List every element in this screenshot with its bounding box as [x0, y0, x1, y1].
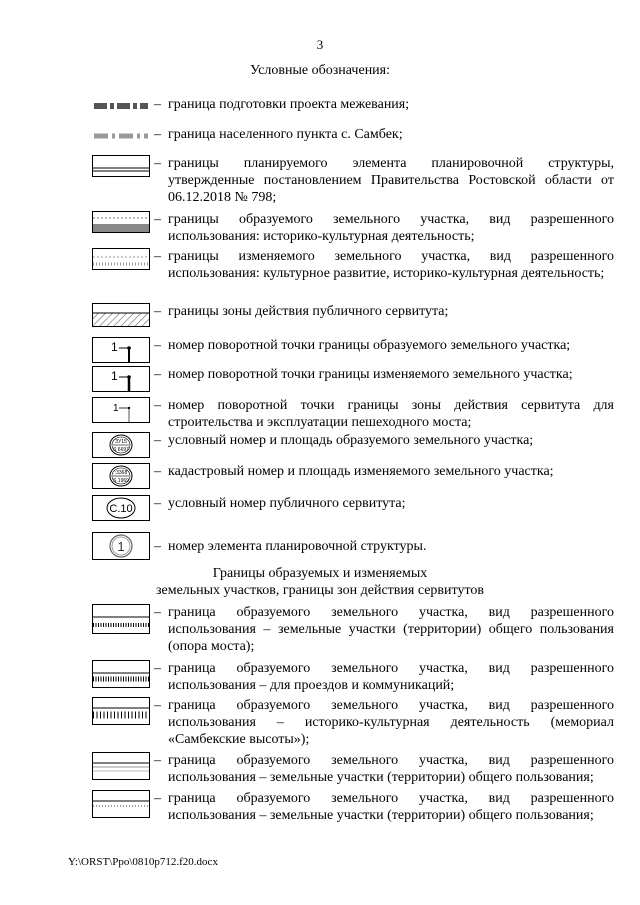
legend-text: номер поворотной точки границы образуемого земельного участка;	[168, 338, 571, 353]
dash: –	[154, 212, 161, 227]
point-number-symbol	[92, 366, 150, 392]
legend-text: граница населенного пункта с. Самбек;	[168, 127, 403, 142]
dash: –	[154, 338, 161, 353]
dash: –	[154, 661, 161, 676]
dash: –	[154, 496, 161, 511]
memorial-symbol	[92, 697, 150, 725]
point-number-label: 1	[111, 369, 118, 383]
settlement-border-symbol	[92, 126, 150, 148]
legend-text: границы образуемого земельного участка, вид разрешенного использования: историко-культурная деятельность;	[168, 212, 614, 244]
dash: –	[154, 367, 161, 382]
servitude-number-symbol	[92, 495, 150, 521]
bridge-support-symbol	[92, 604, 150, 634]
planning-number-label: 1	[117, 539, 125, 554]
legend-text: условный номер и площадь образуемого земельного участка;	[168, 433, 534, 448]
point-number-symbol	[92, 337, 150, 363]
point-number-label: 1	[113, 403, 119, 414]
legend-text: номер поворотной точки границы изменяемого земельного участка;	[168, 367, 573, 382]
planning-element-symbol	[92, 155, 150, 177]
gray-fill-symbol	[92, 211, 150, 233]
dash: –	[154, 464, 161, 479]
dash: –	[154, 605, 161, 620]
parcel-number-symbol	[92, 432, 150, 458]
boundary-text: граница образуемого земельного участка, вид разрешенного использования – земельные участки (территории) общего пользования;	[168, 791, 614, 823]
legend-text: номер поворотной точки границы зоны действия сервитута для строительства и эксплуатации пешеходного моста;	[168, 398, 614, 430]
dash: –	[154, 398, 161, 413]
dash: –	[154, 753, 161, 768]
dash: –	[154, 539, 161, 554]
point-number-label: 1	[111, 340, 118, 354]
dash: –	[154, 698, 161, 713]
planning-number-symbol	[92, 532, 150, 560]
dash: –	[154, 97, 161, 112]
legend-text: номер элемента планировочной структуры.	[168, 539, 427, 554]
boundary-text: граница образуемого земельного участка, вид разрешенного использования – земельные участки (территории) общего пользования (опора моста);	[168, 605, 614, 654]
legend-text: граница подготовки проекта межевания;	[168, 97, 410, 112]
cadastral-number-label: :3368	[114, 470, 128, 476]
legend-text: границы планируемого элемента планировочной структуры, утвержденные постановлением Правительства Ростовской области от 06.12.2018 № 798;	[168, 156, 614, 205]
file-path-footer: Y:\ORST\Ppo\0810p712.f20.docx	[68, 856, 218, 868]
servitude-point-symbol	[92, 397, 150, 423]
cadastral-number-symbol	[92, 463, 150, 489]
section-title-line2: земельных участков, границы зон действия сервитутов	[155, 583, 485, 598]
boundary-text: граница образуемого земельного участка, вид разрешенного использования – историко-культурная деятельность (мемориал «Самбекские высоты»);	[168, 698, 614, 747]
legend-text: условный номер публичного сервитута;	[168, 496, 406, 511]
boundary-text: граница образуемого земельного участка, вид разрешенного использования – земельные участки (территории) общего пользования;	[168, 753, 614, 785]
dash: –	[154, 433, 161, 448]
hatched-symbol	[92, 303, 150, 327]
passages-symbol	[92, 660, 150, 688]
page-number: 3	[316, 37, 324, 52]
parcel-number-label: ЗУ15	[115, 439, 127, 445]
dotted-fill-symbol	[92, 248, 150, 270]
public-use-dotted-symbol	[92, 790, 150, 818]
dash: –	[154, 127, 161, 142]
cadastral-area-label: S 1969	[113, 478, 129, 484]
servitude-number-label: С.10	[109, 503, 133, 515]
dash: –	[154, 791, 161, 806]
dashed-border-symbol	[92, 96, 150, 118]
section-title-line1: Границы образуемых и изменяемых	[212, 566, 428, 581]
dash: –	[154, 156, 161, 171]
parcel-area-label: S 6697	[113, 447, 129, 453]
public-use-symbol	[92, 752, 150, 780]
legend-text: кадастровый номер и площадь изменяемого земельного участка;	[168, 464, 554, 479]
dash: –	[154, 304, 161, 319]
boundary-text: граница образуемого земельного участка, вид разрешенного использования – для проездов и коммуникаций;	[168, 661, 614, 693]
legend-text: границы зоны действия публичного сервитута;	[168, 304, 449, 319]
dash: –	[154, 249, 161, 264]
legend-text: границы изменяемого земельного участка, вид разрешенного использования: культурное развитие, историко-культурная деятельность;	[168, 249, 614, 281]
legend-title: Условные обозначения:	[249, 63, 391, 78]
